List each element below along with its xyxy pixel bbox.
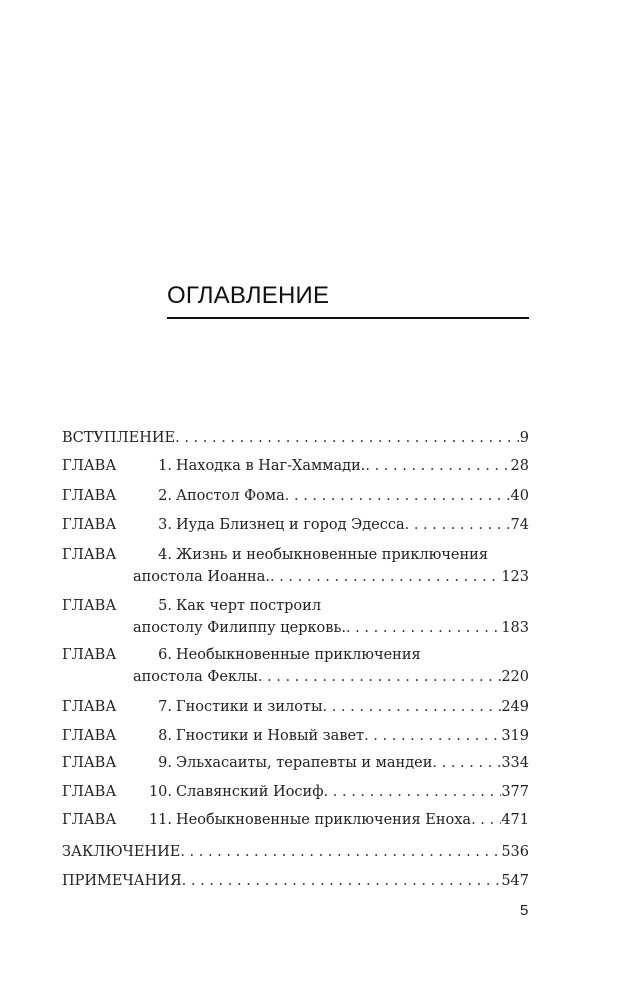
toc-entry[interactable] xyxy=(62,544,529,588)
dot-leader xyxy=(258,666,502,688)
toc-entry[interactable] xyxy=(62,781,529,803)
entry-prefix: ГЛАВА xyxy=(62,755,117,771)
toc-entry[interactable] xyxy=(62,870,529,892)
entry-page: 9 xyxy=(519,430,529,446)
chapter-number: 9. xyxy=(158,755,172,771)
dot-leader xyxy=(180,841,501,863)
dot-leader xyxy=(285,485,511,507)
entry-page: 249 xyxy=(501,699,529,715)
entry-page: 28 xyxy=(510,458,529,474)
chapter-number: 1. xyxy=(158,458,172,474)
entry-prefix: ГЛАВА xyxy=(62,784,117,800)
dot-leader xyxy=(270,566,501,588)
dot-leader xyxy=(182,870,502,892)
entry-page: 220 xyxy=(501,669,529,685)
entry-title: апостола Иоанна. xyxy=(133,569,270,585)
entry-prefix: ГЛАВА xyxy=(62,699,117,715)
entry-page: 319 xyxy=(501,728,529,744)
entry-title: Гностики и зилоты xyxy=(176,699,323,715)
chapter-number: 6. xyxy=(158,647,172,663)
dot-leader xyxy=(324,781,502,803)
entry-page: 40 xyxy=(510,488,529,504)
entry-title: Находка в Наг-Хаммади. xyxy=(176,458,366,474)
entry-page: 334 xyxy=(501,755,529,771)
chapter-number: 11. xyxy=(148,812,172,828)
dot-leader xyxy=(471,809,501,831)
entry-prefix: ГЛАВА xyxy=(62,728,117,744)
entry-prefix: ГЛАВА xyxy=(62,812,117,828)
entry-page: 471 xyxy=(501,812,529,828)
entry-title: апостола Феклы xyxy=(133,669,258,685)
chapter-number: 7. xyxy=(158,699,172,715)
chapter-number: 2. xyxy=(158,488,172,504)
toc-entry[interactable] xyxy=(62,514,529,536)
entry-page: 183 xyxy=(501,620,529,636)
entry-prefix: ГЛАВА xyxy=(62,647,117,663)
dot-leader xyxy=(405,514,511,536)
entry-prefix: ГЛАВА xyxy=(62,547,117,563)
dot-leader xyxy=(346,617,501,639)
entry-title: апостолу Филиппу церковь. xyxy=(133,620,346,636)
toc-entry[interactable] xyxy=(62,644,529,688)
toc-entry[interactable] xyxy=(62,725,529,747)
entry-title: ПРИМЕЧАНИЯ xyxy=(62,873,182,889)
toc-entry[interactable] xyxy=(62,485,529,507)
entry-prefix: ГЛАВА xyxy=(62,458,117,474)
entry-prefix: ГЛАВА xyxy=(62,488,117,504)
entry-page: 74 xyxy=(510,517,529,533)
dot-leader xyxy=(364,725,501,747)
toc-entry[interactable] xyxy=(62,752,529,774)
dot-leader xyxy=(323,696,502,718)
entry-title: Необыкновенные приключения xyxy=(176,647,421,663)
page-title: ОГЛАВЛЕНИЕ xyxy=(167,282,330,309)
entry-page: 536 xyxy=(501,844,529,860)
entry-prefix: ГЛАВА xyxy=(62,517,117,533)
title-underline xyxy=(167,317,529,319)
entry-title: Гностики и Новый завет xyxy=(176,728,365,744)
chapter-number: 4. xyxy=(158,547,172,563)
dot-leader xyxy=(365,455,510,477)
toc-entry[interactable] xyxy=(62,427,529,449)
toc-entry[interactable] xyxy=(62,841,529,863)
entry-page: 547 xyxy=(501,873,529,889)
dot-leader xyxy=(175,427,519,449)
entry-title: ВСТУПЛЕНИЕ xyxy=(62,430,176,446)
toc-entry[interactable] xyxy=(62,696,529,718)
entry-title: ЗАКЛЮЧЕНИЕ xyxy=(62,844,181,860)
dot-leader xyxy=(432,752,501,774)
toc-entry[interactable] xyxy=(62,809,529,831)
chapter-number: 10. xyxy=(148,784,172,800)
chapter-number: 3. xyxy=(158,517,172,533)
toc-entry[interactable] xyxy=(62,595,529,639)
entry-title: Эльхасаиты, терапевты и мандеи xyxy=(176,755,433,771)
page-number: 5 xyxy=(520,902,529,919)
entry-title: Иуда Близнец и город Эдесса xyxy=(176,517,405,533)
entry-prefix: ГЛАВА xyxy=(62,598,117,614)
chapter-number: 8. xyxy=(158,728,172,744)
entry-title: Необыкновенные приключения Еноха xyxy=(176,812,472,828)
entry-title: Как черт построил xyxy=(176,598,322,614)
entry-title: Славянский Иосиф xyxy=(176,784,324,800)
entry-page: 123 xyxy=(501,569,529,585)
chapter-number: 5. xyxy=(158,598,172,614)
toc-entry[interactable] xyxy=(62,455,529,477)
entry-page: 377 xyxy=(501,784,529,800)
entry-title: Жизнь и необыкновенные приключения xyxy=(176,547,488,563)
entry-title: Апостол Фома xyxy=(176,488,285,504)
